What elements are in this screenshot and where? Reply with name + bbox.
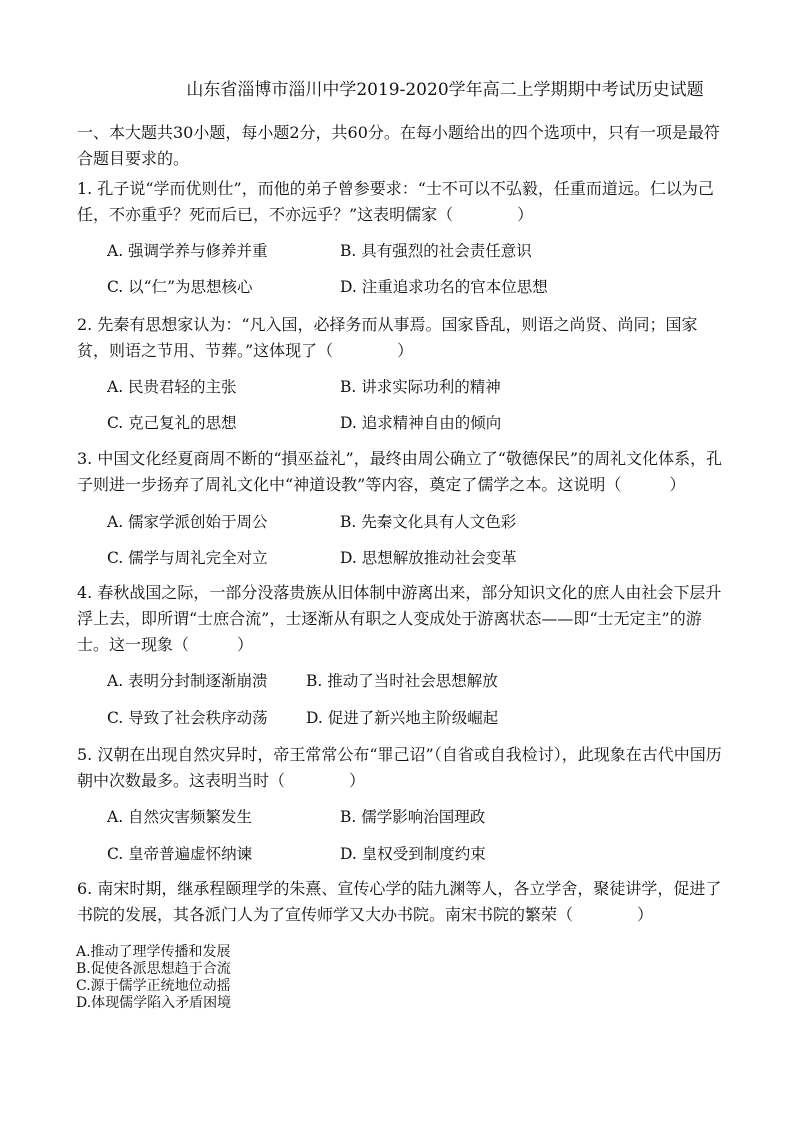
question-2-option-c: C. 克己复礼的思想 bbox=[107, 414, 237, 432]
question-4-stem: 4. 春秋战国之际，一部分没落贵族从旧体制中游离出来，部分知识文化的庶人由社会下层升浮上去，即所谓“士庶合流”，士逐渐从有职之人变成处于游离状态——即“士无定主”的游士。这一现象（ ） bbox=[77, 583, 722, 654]
question-6-option-d: D.体现儒学陷入矛盾困境 bbox=[76, 995, 232, 1011]
question-3-option-a: A. 儒家学派创始于周公 bbox=[107, 513, 268, 531]
question-3-stem: 3. 中国文化经夏商周不断的“損巫益礼”，最终由周公确立了“敬德保民”的周礼文化体系，孔子则进一步扬弃了周礼文化中“神道设教”等内容，奠定了儒学之本。这说明（ ） bbox=[77, 449, 723, 494]
question-5-option-d: D. 皇权受到制度约束 bbox=[340, 845, 486, 863]
question-2-option-b: B. 讲求实际功利的精神 bbox=[340, 378, 501, 396]
question-6-option-b: B.促使各派思想趋于合流 bbox=[76, 961, 231, 977]
question-4-option-c: C. 导致了社会秩序动荡 bbox=[107, 709, 268, 727]
question-5-option-a: A. 自然灾害频繁发生 bbox=[107, 808, 253, 826]
question-6-options bbox=[76, 944, 476, 1012]
question-1-option-c: C. 以“仁”为思想核心 bbox=[107, 278, 253, 296]
question-3-option-c: C. 儒学与周礼完全对立 bbox=[107, 549, 268, 567]
question-1-option-a: A. 强调学养与修养并重 bbox=[107, 242, 268, 260]
question-5-stem: 5. 汉朝在出现自然灾异时，帝王常常公布“罪己诏”（自省或自我检讨），此现象在古代中国历朝中次数最多。这表明当时（ ） bbox=[77, 745, 722, 790]
question-2-option-a: A. 民贵君轻的主张 bbox=[107, 378, 237, 396]
question-2-stem: 2. 先秦有思想家认为：“凡入国，必择务而从事焉。国家昏乱，则语之尚贤、尚同；国家贫，则语之节用、节葬。”这体现了（ ） bbox=[77, 315, 698, 360]
question-6-option-a: A.推动了理学传播和发展 bbox=[76, 944, 231, 960]
question-4-option-a: A. 表明分封制逐渐崩溃 bbox=[107, 672, 268, 690]
question-4-option-d: D. 促进了新兴地主阶级崛起 bbox=[306, 709, 499, 727]
question-6-stem: 6. 南宋时期，继承程颐理学的朱熹、宣传心学的陆九渊等人，各立学舍，聚徒讲学，促进了书院的发展，其各派门人为了宣传师学又大办书院。南宋书院的繁荣（ ） bbox=[77, 879, 722, 924]
question-5-option-c: C. 皇帝普遍虚怀纳谏 bbox=[107, 845, 253, 863]
question-3-option-b: B. 先秦文化具有人文色彩 bbox=[340, 513, 517, 531]
question-5-option-b: B. 儒学影响治国理政 bbox=[340, 808, 486, 826]
page-title: 山东省淄博市淄川中学2019-2020学年高二上学期期中考试历史试题 bbox=[186, 80, 704, 100]
question-1-stem: 1. 孔子说“学而优则仕”，而他的弟子曾参要求：“士不可以不弘毅，任重而道远。仁以为己任，不亦重乎？死而后已，不亦远乎？”这表明儒家（ ） bbox=[77, 179, 714, 224]
section-instructions: 一、本大题共30小题，每小题2分，共60分。在每小题给出的四个选项中，只有一项是最符合题目要求的。 bbox=[77, 123, 720, 168]
question-3-option-d: D. 思想解放推动社会变革 bbox=[340, 549, 517, 567]
question-2-option-d: D. 追求精神自由的倾向 bbox=[340, 414, 502, 432]
question-6-option-c: C.源于儒学正统地位动摇 bbox=[76, 978, 231, 994]
question-4-option-b: B. 推动了当时社会思想解放 bbox=[306, 672, 498, 690]
question-1-option-d: D. 注重追求功名的官本位思想 bbox=[340, 278, 548, 296]
question-1-option-b: B. 具有强烈的社会责任意识 bbox=[340, 242, 532, 260]
